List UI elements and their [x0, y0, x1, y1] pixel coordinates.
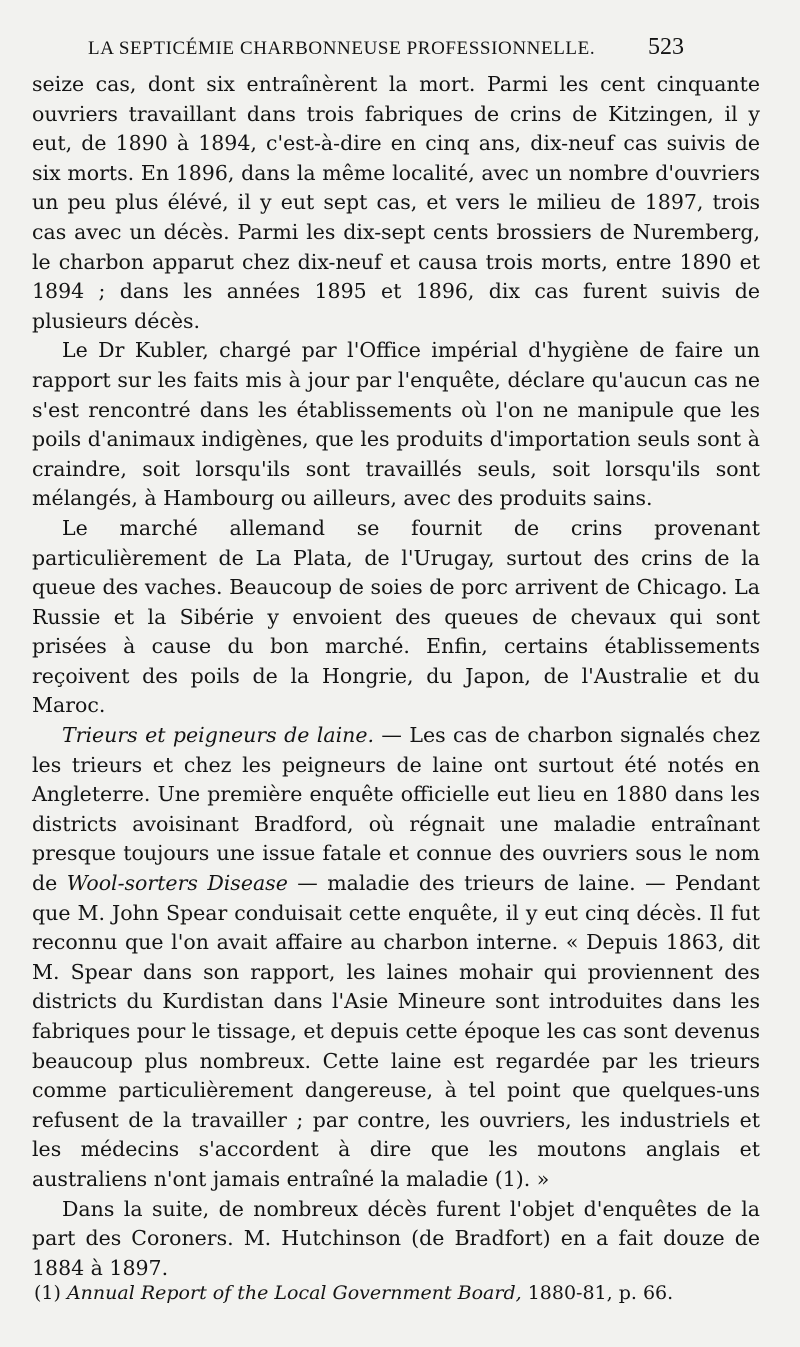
footnote-marker: (1) [34, 1282, 67, 1304]
running-title: LA SEPTICÉMIE CHARBONNEUSE PROFESSIONNELLE. [88, 38, 596, 59]
footnote-title: Annual Report of the Local Government Board, [66, 1282, 522, 1304]
section-heading-italic: Trieurs et peigneurs de laine. [62, 723, 374, 748]
paragraph-4-text-b: — maladie des trieurs de laine. — Pendant que M. John Spear conduisait cette enquête, il y eut cinq décès. Il fut reconnu que l'on avait affaire au charbon interne. « Depuis 1863, dit M. Spear dans son rapport, les laines mohair qui proviennent des districts du Kurdistan dans l'Asie Mineure sont introduites dans les fabriques pour le tissage, et depuis cette époque les cas sont devenus beaucoup plus nombreux. Cette laine est regardée par les trieurs comme particulièrement dangereuse, à tel point que quelques-uns refusent de la travailler ; par contre, les ouvriers, les industriels et les médecins s'accordent à dire que les moutons anglais et australiens n'ont jamais entraîné la maladie (1). » [32, 871, 760, 1191]
main-text [32, 70, 760, 1283]
paragraph-4-text-a: — Les cas de charbon signalés chez les trieurs et chez les peigneurs de laine ont surtout été notés en Angleterre. Une première enquête officielle eut lieu en 1880 dans les districts avoisinant Bradford, où régnait une maladie entraînant presque toujours une issue fatale et connue des ouvriers sous le nom de [32, 723, 760, 896]
paragraph-1: seize cas, dont six entraînèrent la mort. Parmi les cent cinquante ouvriers travaillant dans trois fabriques de crins de Kitzingen, il y eut, de 1890 à 1894, c'est-à-dire en cinq ans, dix-neuf cas suivis de six morts. En 1896, dans la même localité, avec un nombre d'ouvriers un peu plus élévé, il y eut sept cas, et vers le milieu de 1897, trois cas avec un décès. Parmi les dix-sept cents brossiers de Nuremberg, le charbon apparut chez dix-neuf et causa trois morts, entre 1890 et 1894 ; dans les années 1895 et 1896, dix cas furent suivis de plusieurs décès. [32, 72, 760, 333]
disease-name-italic: Wool-sorters Disease [66, 871, 288, 896]
running-header [88, 34, 684, 61]
paragraph-3: Le marché allemand se fournit de crins provenant particulièrement de La Plata, de l'Urugay, surtout des crins de la queue des vaches. Beaucoup de soies de porc arrivent de Chicago. La Russie et la Sibérie y envoient des queues de chevaux qui sont prisées à cause du bon marché. Enfin, certains établissements reçoivent des poils de la Hongrie, du Japon, de l'Australie et du Maroc. [32, 515, 760, 718]
page-number: 523 [648, 34, 684, 60]
footnote-rest: 1880-81, p. 66. [521, 1282, 674, 1304]
paragraph-2: Le Dr Kubler, chargé par l'Office impérial d'hygiène de faire un rapport sur les faits mis à jour par l'enquête, déclare qu'aucun cas ne s'est rencontré dans les établissements où l'on ne manipule que les poils d'animaux indigènes, que les produits d'importation seuls sont à craindre, soit lorsqu'ils sont travaillés seuls, soit lorsqu'ils sont mélangés, à Hambourg ou ailleurs, avec des produits sains. [32, 338, 760, 511]
footnote [34, 1280, 760, 1306]
paragraph-5: Dans la suite, de nombreux décès furent l'objet d'enquêtes de la part des Coroners. M. Hutchinson (de Bradfort) en a fait douze de 1884 à 1897. [32, 1196, 760, 1280]
paragraph-4 [32, 721, 760, 1195]
